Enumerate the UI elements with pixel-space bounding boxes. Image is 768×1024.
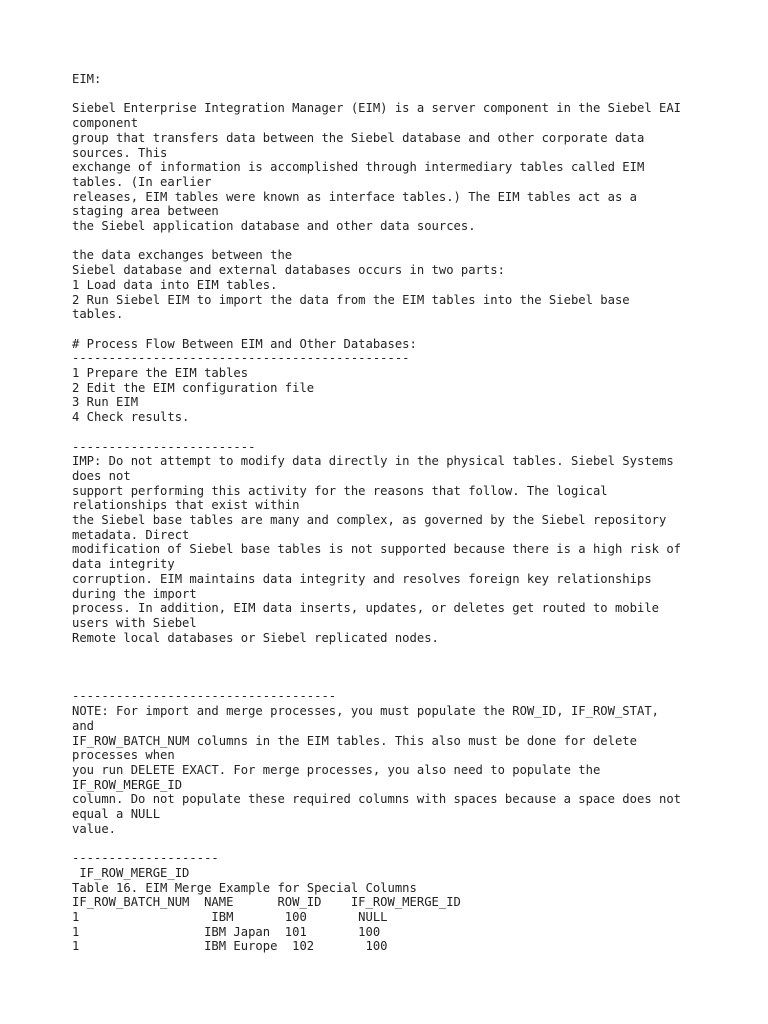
text-line: component [72,116,139,131]
text-line: ------------------------------------ [72,689,337,704]
text-line: IF_ROW_BATCH_NUM NAME ROW_ID IF_ROW_MERGE_ID [72,895,461,910]
text-line: IF_ROW_MERGE_ID [72,777,183,792]
text-line: 2 Run Siebel EIM to import the data from the EIM tables into the Siebel base [72,292,630,307]
text-line: Remote local databases or Siebel replicated nodes. [72,630,439,645]
text-line: process. In addition, EIM data inserts, updates, or deletes get routed to mobile [72,601,659,616]
text-line: data integrity [72,557,175,572]
text-line: sources. This [72,145,168,160]
document-page [72,72,712,954]
text-line: IF_ROW_BATCH_NUM columns in the EIM tables. This also must be done for delete [72,733,637,748]
text-line: value. [72,821,117,836]
text-line: metadata. Direct [72,527,190,542]
text-line: tables. [72,307,124,322]
text-line: modification of Siebel base tables is not supported because there is a high risk of [72,542,682,557]
text-line: # Process Flow Between EIM and Other Databases: [72,336,417,351]
text-line: ---------------------------------------------- [72,351,410,366]
text-line: you run DELETE EXACT. For merge processes, you also need to populate the [72,762,601,777]
text-line [72,87,712,102]
text-line: Siebel Enterprise Integration Manager (EIM) is a server component in the Siebel EAI [72,101,682,116]
text-line: 1 Prepare the EIM tables [72,366,249,381]
text-line: 1 IBM Japan 101 100 [72,924,381,939]
text-line: does not [72,468,131,483]
text-line: -------------------- [72,851,219,866]
text-line: NOTE: For import and merge processes, you must populate the ROW_ID, IF_ROW_STAT, [72,704,659,719]
text-line [72,836,712,851]
text-line: corruption. EIM maintains data integrity and resolves foreign key relationships [72,571,652,586]
text-line [72,675,712,690]
text-line: during the import [72,586,197,601]
text-line: exchange of information is accomplished through intermediary tables called EIM [72,160,645,175]
text-line [72,645,712,660]
text-line: 3 Run EIM [72,395,139,410]
text-line: IF_ROW_MERGE_ID [72,865,190,880]
text-line: column. Do not populate these required columns with spaces because a space does not [72,792,682,807]
text-line: Table 16. EIM Merge Example for Special Columns [72,880,417,895]
text-line: Siebel database and external databases occurs in two parts: [72,263,505,278]
text-line: 2 Edit the EIM configuration file [72,380,315,395]
text-line: processes when [72,748,175,763]
text-line: staging area between [72,204,219,219]
text-line: 4 Check results. [72,410,190,425]
text-line: group that transfers data between the Siebel database and other corporate data [72,130,645,145]
text-line: 1 Load data into EIM tables. [72,277,278,292]
text-line [72,425,712,440]
text-line: releases, EIM tables were known as interface tables.) The EIM tables act as a [72,189,637,204]
text-line: 1 IBM 100 NULL [72,909,388,924]
text-line: the Siebel base tables are many and complex, as governed by the Siebel repository [72,513,667,528]
text-line: the data exchanges between the [72,248,293,263]
text-line: ------------------------- [72,439,256,454]
text-line: 1 IBM Europe 102 100 [72,939,388,954]
text-line: support performing this activity for the reasons that follow. The logical [72,483,608,498]
text-line [72,234,712,249]
text-line: relationships that exist within [72,498,300,513]
text-line: the Siebel application database and other data sources. [72,219,476,234]
text-line: and [72,718,95,733]
text-line [72,322,712,337]
text-line: tables. (In earlier [72,174,212,189]
text-line: IMP: Do not attempt to modify data directly in the physical tables. Siebel Systems [72,454,674,469]
text-line: equal a NULL [72,807,161,822]
text-line: users with Siebel [72,615,197,630]
text-line [72,660,712,675]
text-line: EIM: [72,72,102,86]
